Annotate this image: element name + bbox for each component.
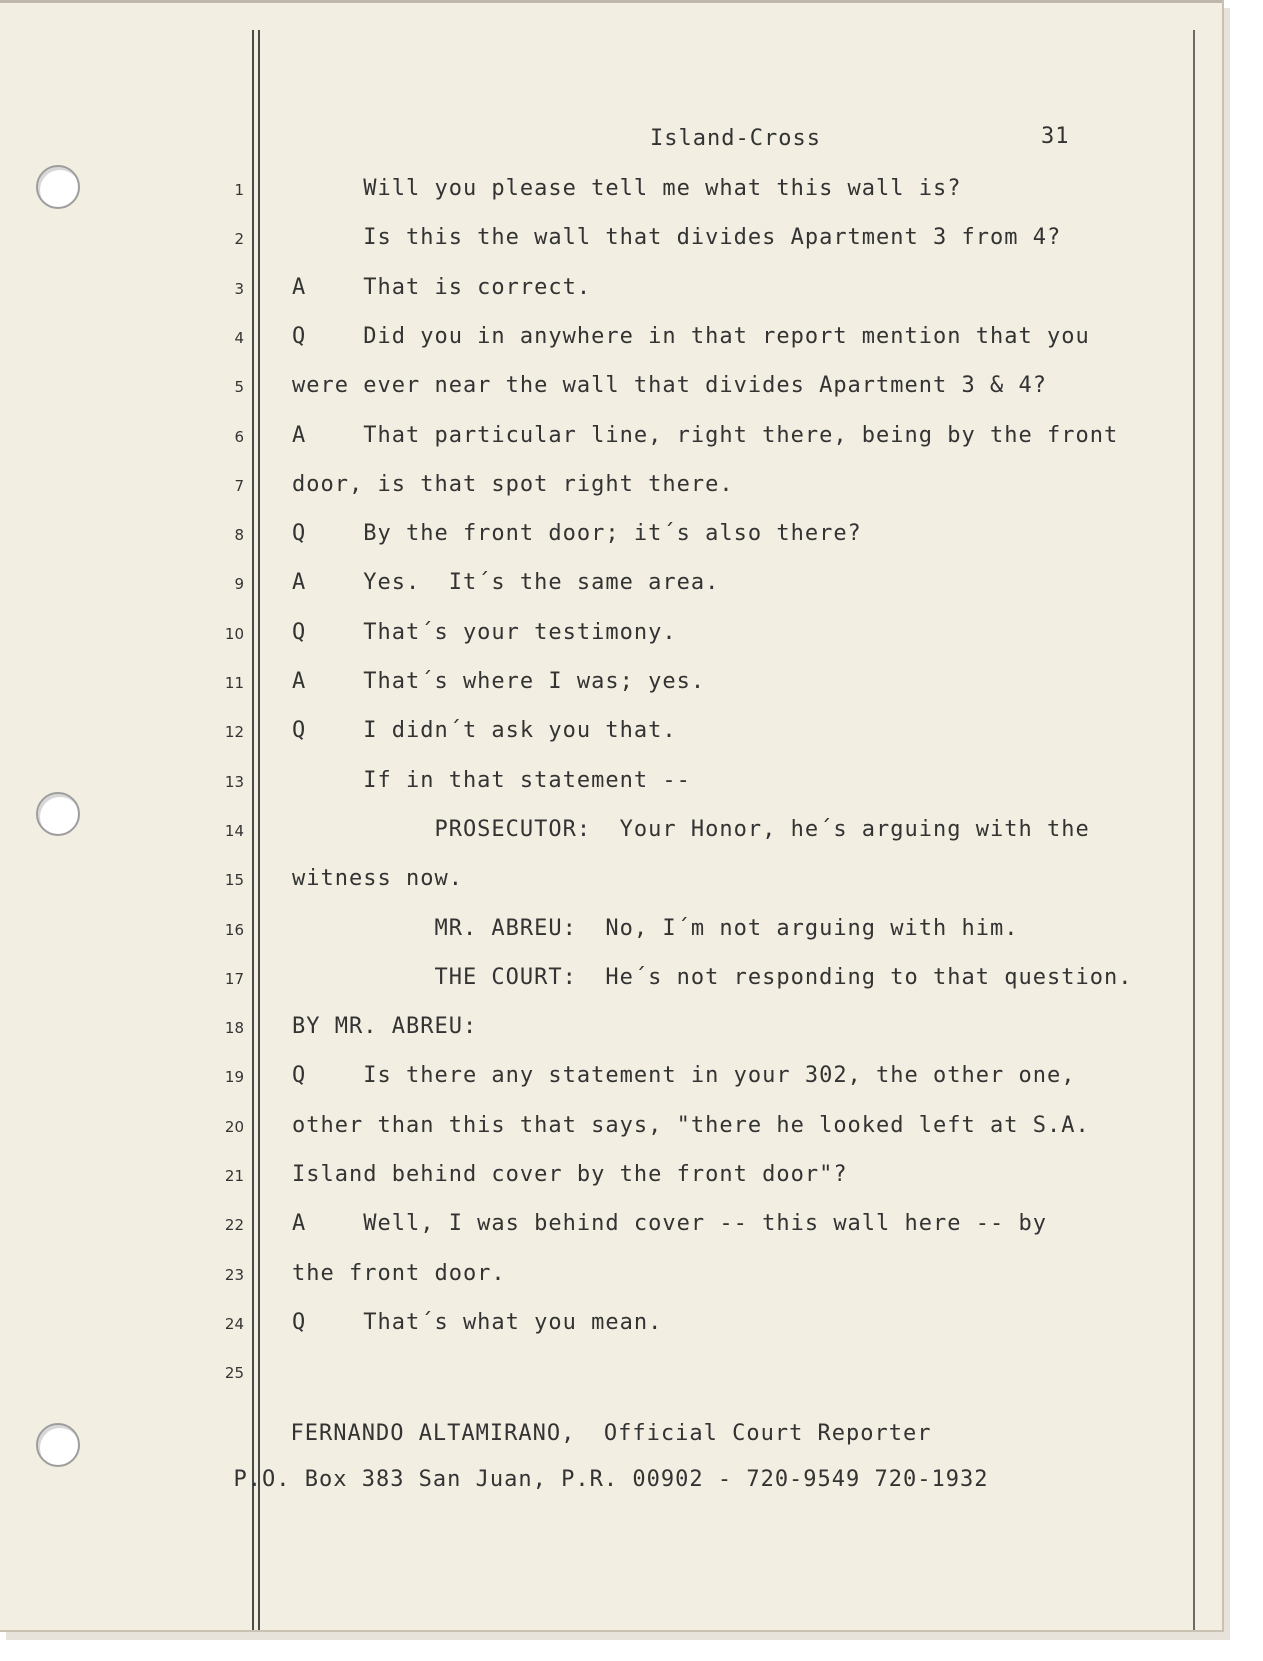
transcript-line: Q I didn´t ask you that.: [292, 718, 677, 743]
transcript-line: Island behind cover by the front door"?: [292, 1162, 848, 1187]
transcript-line: If in that statement --: [292, 768, 691, 793]
punch-hole-icon: [36, 165, 80, 209]
transcript-line: door, is that spot right there.: [292, 472, 734, 497]
transcript-line: Is this the wall that divides Apartment 3 from 4?: [292, 225, 1062, 250]
line-number: 22: [224, 1216, 244, 1234]
line-number: 14: [224, 822, 244, 840]
line-number: 25: [224, 1364, 244, 1382]
footer-address: P.O. Box 383 San Juan, P.R. 00902 - 720-9549 720-1932: [233, 1467, 989, 1492]
transcript-line: A That particular line, right there, being by the front: [292, 423, 1119, 448]
left-margin-rule: [252, 30, 254, 1632]
transcript-line: Q Is there any statement in your 302, the other one,: [292, 1063, 1076, 1088]
line-number: 15: [224, 871, 244, 889]
line-number: 10: [224, 625, 244, 643]
line-number: 19: [224, 1068, 244, 1086]
transcript-line: were ever near the wall that divides Apartment 3 & 4?: [292, 373, 1047, 398]
line-number: 1: [234, 181, 244, 199]
transcript-line: THE COURT: He´s not responding to that question.: [292, 965, 1133, 990]
transcript-line: other than this that says, "there he looked left at S.A.: [292, 1113, 1090, 1138]
transcript-line: Q That´s what you mean.: [292, 1310, 663, 1335]
transcript-line: Q By the front door; it´s also there?: [292, 521, 862, 546]
transcript-line: witness now.: [292, 866, 463, 891]
line-number: 12: [224, 723, 244, 741]
left-margin-rule-inner: [258, 30, 260, 1632]
line-number: 16: [224, 921, 244, 939]
line-number: 21: [224, 1167, 244, 1185]
footer-reporter: FERNANDO ALTAMIRANO, Official Court Reporter: [290, 1421, 932, 1446]
transcript-line: BY MR. ABREU:: [292, 1014, 478, 1039]
line-number: 17: [224, 970, 244, 988]
transcript-line: Q That´s your testimony.: [292, 620, 677, 645]
line-number: 18: [224, 1019, 244, 1037]
line-number: 8: [234, 526, 244, 544]
transcript-line: A Well, I was behind cover -- this wall here -- by: [292, 1211, 1047, 1236]
transcript-line: A Yes. It´s the same area.: [292, 570, 720, 595]
line-number: 13: [224, 773, 244, 791]
transcript-line: the front door.: [292, 1261, 506, 1286]
page-top-edge: [0, 0, 1222, 3]
transcript-line: PROSECUTOR: Your Honor, he´s arguing with the: [292, 817, 1090, 842]
line-number: 11: [224, 674, 244, 692]
transcript-line: A That is correct.: [292, 275, 592, 300]
transcript-line: Q Did you in anywhere in that report mention that you: [292, 324, 1090, 349]
line-number: 9: [234, 575, 244, 593]
line-number: 24: [224, 1315, 244, 1333]
line-number: 23: [224, 1266, 244, 1284]
transcript-line: Will you please tell me what this wall is?: [292, 176, 962, 201]
transcript-line: MR. ABREU: No, I´m not arguing with him.: [292, 916, 1019, 941]
transcript-line: A That´s where I was; yes.: [292, 669, 706, 694]
line-number: 2: [234, 230, 244, 248]
line-number: 7: [234, 477, 244, 495]
line-number: 5: [234, 378, 244, 396]
page-header-title: Island-Cross: [650, 126, 821, 151]
punch-hole-icon: [36, 792, 80, 836]
line-number: 20: [224, 1118, 244, 1136]
line-number: 6: [234, 428, 244, 446]
line-number: 3: [234, 280, 244, 298]
page-number: 31: [1041, 124, 1070, 149]
line-number: 4: [234, 329, 244, 347]
right-margin-rule: [1193, 30, 1195, 1632]
